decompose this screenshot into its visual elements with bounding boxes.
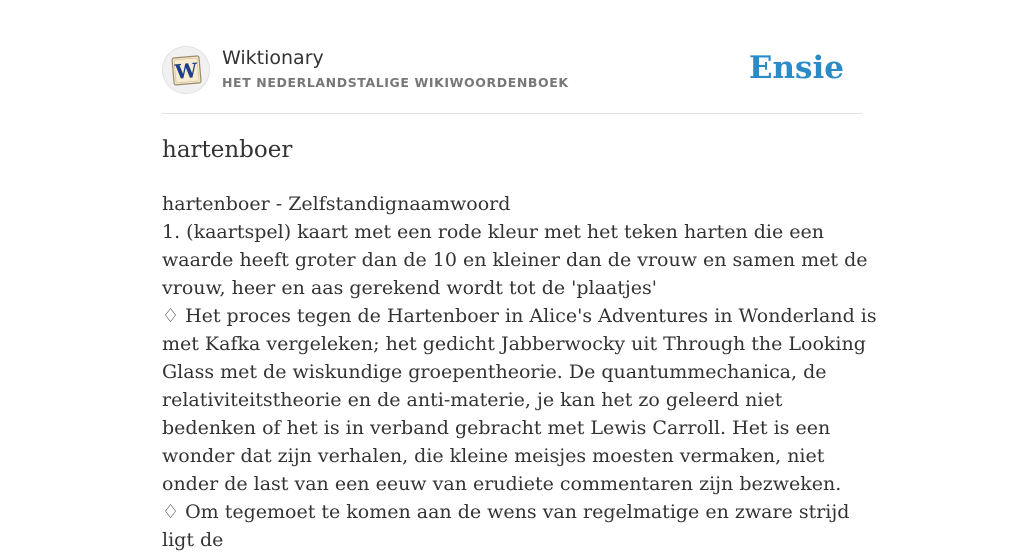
definition-text: 1. (kaartspel) kaart met een rode kleur met het teken harten die een waarde heeft groter dan de 10 en kleiner dan de vrouw en samen met de vrouw, heer en aas gerekend wordt tot de 'plaatjes'	[162, 221, 868, 299]
site-tagline: HET NEDERLANDSTALIGE WIKIWOORDENBOEK	[222, 75, 569, 90]
entry-body	[162, 190, 882, 554]
svg-text:W: W	[173, 58, 199, 84]
example-sentence: ♢ Om tegemoet te komen aan de wens van regelmatige en zware strijd ligt de	[162, 501, 850, 551]
site-header	[162, 44, 862, 96]
header-divider	[162, 113, 862, 114]
wiktionary-logo-icon[interactable]	[162, 46, 210, 94]
part-of-speech-line: hartenboer - Zelfstandignaamwoord	[162, 193, 511, 215]
site-name[interactable]: Wiktionary	[222, 47, 324, 69]
word-title: hartenboer	[162, 137, 293, 163]
example-sentence: ♢ Het proces tegen de Hartenboer in Alice's Adventures in Wonderland is met Kafka vergeleken; het gedicht Jabberwocky uit Through the Looking Glass met de wiskundige groepentheorie. De quantummechanica, de relativiteitstheorie en de anti-materie, je kan het zo geleerd niet bedenken of het is in verband gebracht met Lewis Carroll. Het is een wonder dat zijn verhalen, die kleine meisjes moesten vermaken, niet onder de last van een eeuw van erudiete commentaren zijn bezweken.	[162, 305, 877, 495]
ensie-logo[interactable]: Ensie	[748, 50, 844, 86]
